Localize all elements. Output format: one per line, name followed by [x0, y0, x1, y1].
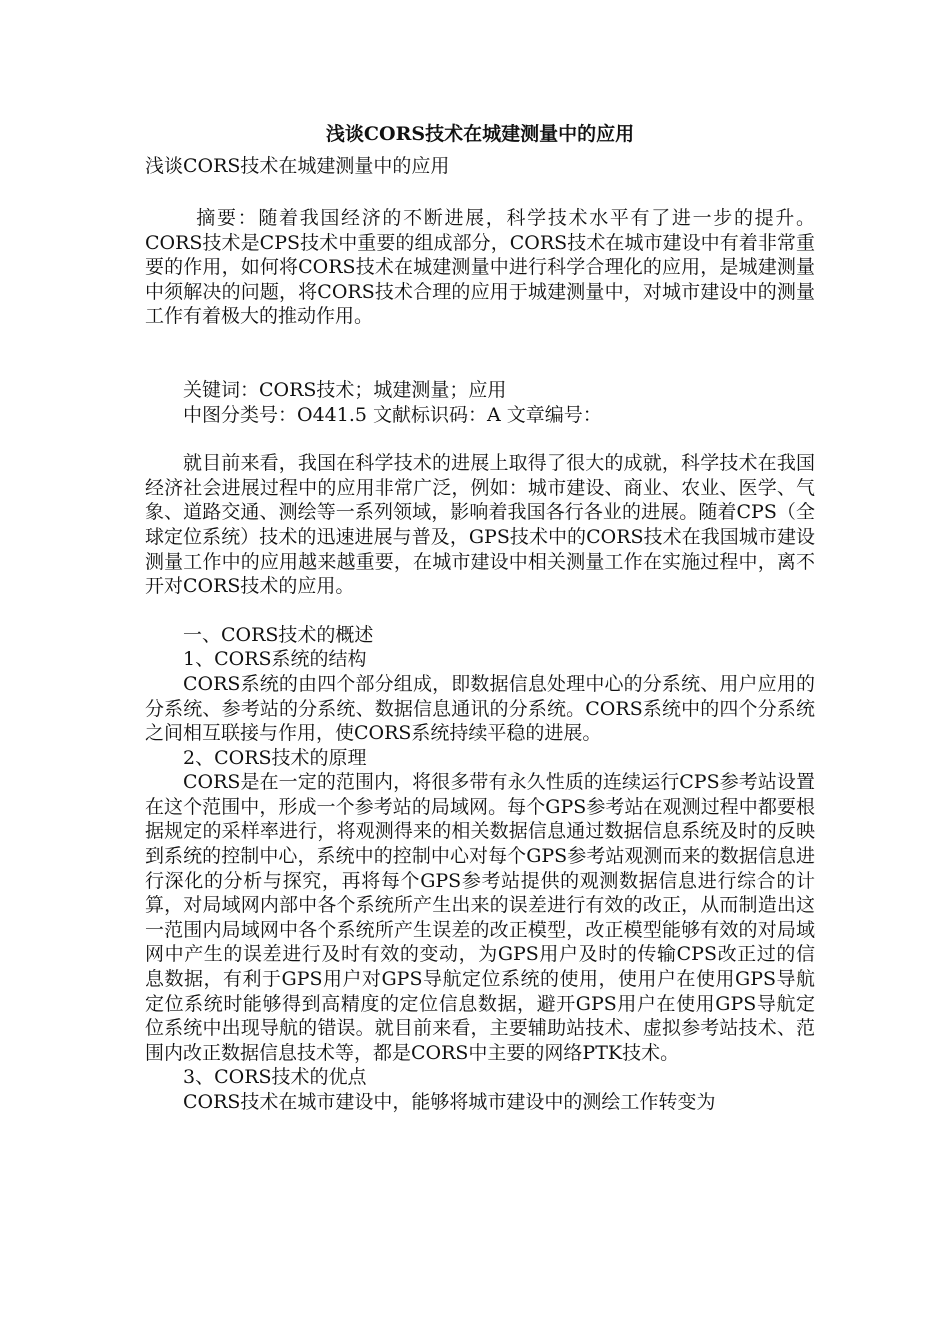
section-heading: 一、CORS技术的概述	[183, 623, 374, 646]
keywords-line: 关键词：CORS技术；城建测量；应用	[183, 378, 507, 401]
subheading-structure: 1、CORS系统的结构	[183, 648, 367, 671]
abstract-paragraph: 摘要：随着我国经济的不断进展，科学技术水平有了进一步的提升。CORS技术是CPS技术中重要的组成部分，CORS技术在城市建设中有着非常重要的作用，如何将CORS技术在城建测量中进行科学合理化的应用，是城建测量中须解决的问题，将CORS技术合理的应用于城建测量中，对城市建设中的测量工作有着极大的推动作用。	[145, 207, 815, 328]
classification-line: 中图分类号：O441.5 文献标识码：A 文章编号：	[183, 403, 602, 426]
principle-paragraph: CORS是在一定的范围内，将很多带有永久性质的连续运行CPS参考站设置在这个范围中，形成一个参考站的局域网。每个GPS参考站在观测过程中都要根据规定的采样率进行，将观测得来的相关数据信息通过数据信息系统及时的反映到系统的控制中心，系统中的控制中心对每个GPS参考站观测而来的数据信息进行深化的分析与探究，再将每个GPS参考站提供的观测数据信息进行综合的计算，对局域网内部中各个系统所产生出来的误差进行有效的改正，从而制造出这一范围内局域网中各个系统所产生误差的改正模型，改正模型能够有效的对局域网中产生的误差进行及时有效的变动，为GPS用户及时的传输CPS改正过的信息数据，有利于GPS用户对GPS导航定位系统的使用，使用户在使用GPS导航定位系统时能够得到高精度的定位信息数据，避开GPS用户在使用GPS导航定位系统中出现导航的错误。就目前来看，主要辅助站技术、虚拟参考站技术、范围内改正数据信息技术等，都是CORS中主要的网络PTK技术。	[145, 771, 815, 1064]
subheading-advantages: 3、CORS技术的优点	[183, 1066, 367, 1089]
structure-paragraph: CORS系统的由四个部分组成，即数据信息处理中心的分系统、用户应用的分系统、参考站的分系统、数据信息通讯的分系统。CORS系统中的四个分系统之间相互联接与作用，使CORS系统持续平稳的进展。	[145, 672, 815, 745]
advantages-paragraph: CORS技术在城市建设中，能够将城市建设中的测绘工作转变为	[183, 1091, 716, 1113]
document-subtitle: 浅谈CORS技术在城建测量中的应用	[145, 155, 450, 177]
document-page	[145, 118, 815, 1115]
document-title: 浅谈CORS技术在城建测量中的应用	[325, 123, 635, 145]
intro-paragraph: 就目前来看，我国在科学技术的进展上取得了很大的成就，科学技术在我国经济社会进展过程中的应用非常广泛，例如：城市建设、商业、农业、医学、气象、道路交通、测绘等一系列领域，影响着我国各行各业的进展。随着CPS（全球定位系统）技术的迅速进展与普及，GPS技术中的CORS技术在我国城市建设测量工作中的应用越来越重要，在城市建设中相关测量工作在实施过程中，离不开对CORS技术的应用。	[145, 452, 815, 598]
subheading-principle: 2、CORS技术的原理	[183, 746, 367, 769]
